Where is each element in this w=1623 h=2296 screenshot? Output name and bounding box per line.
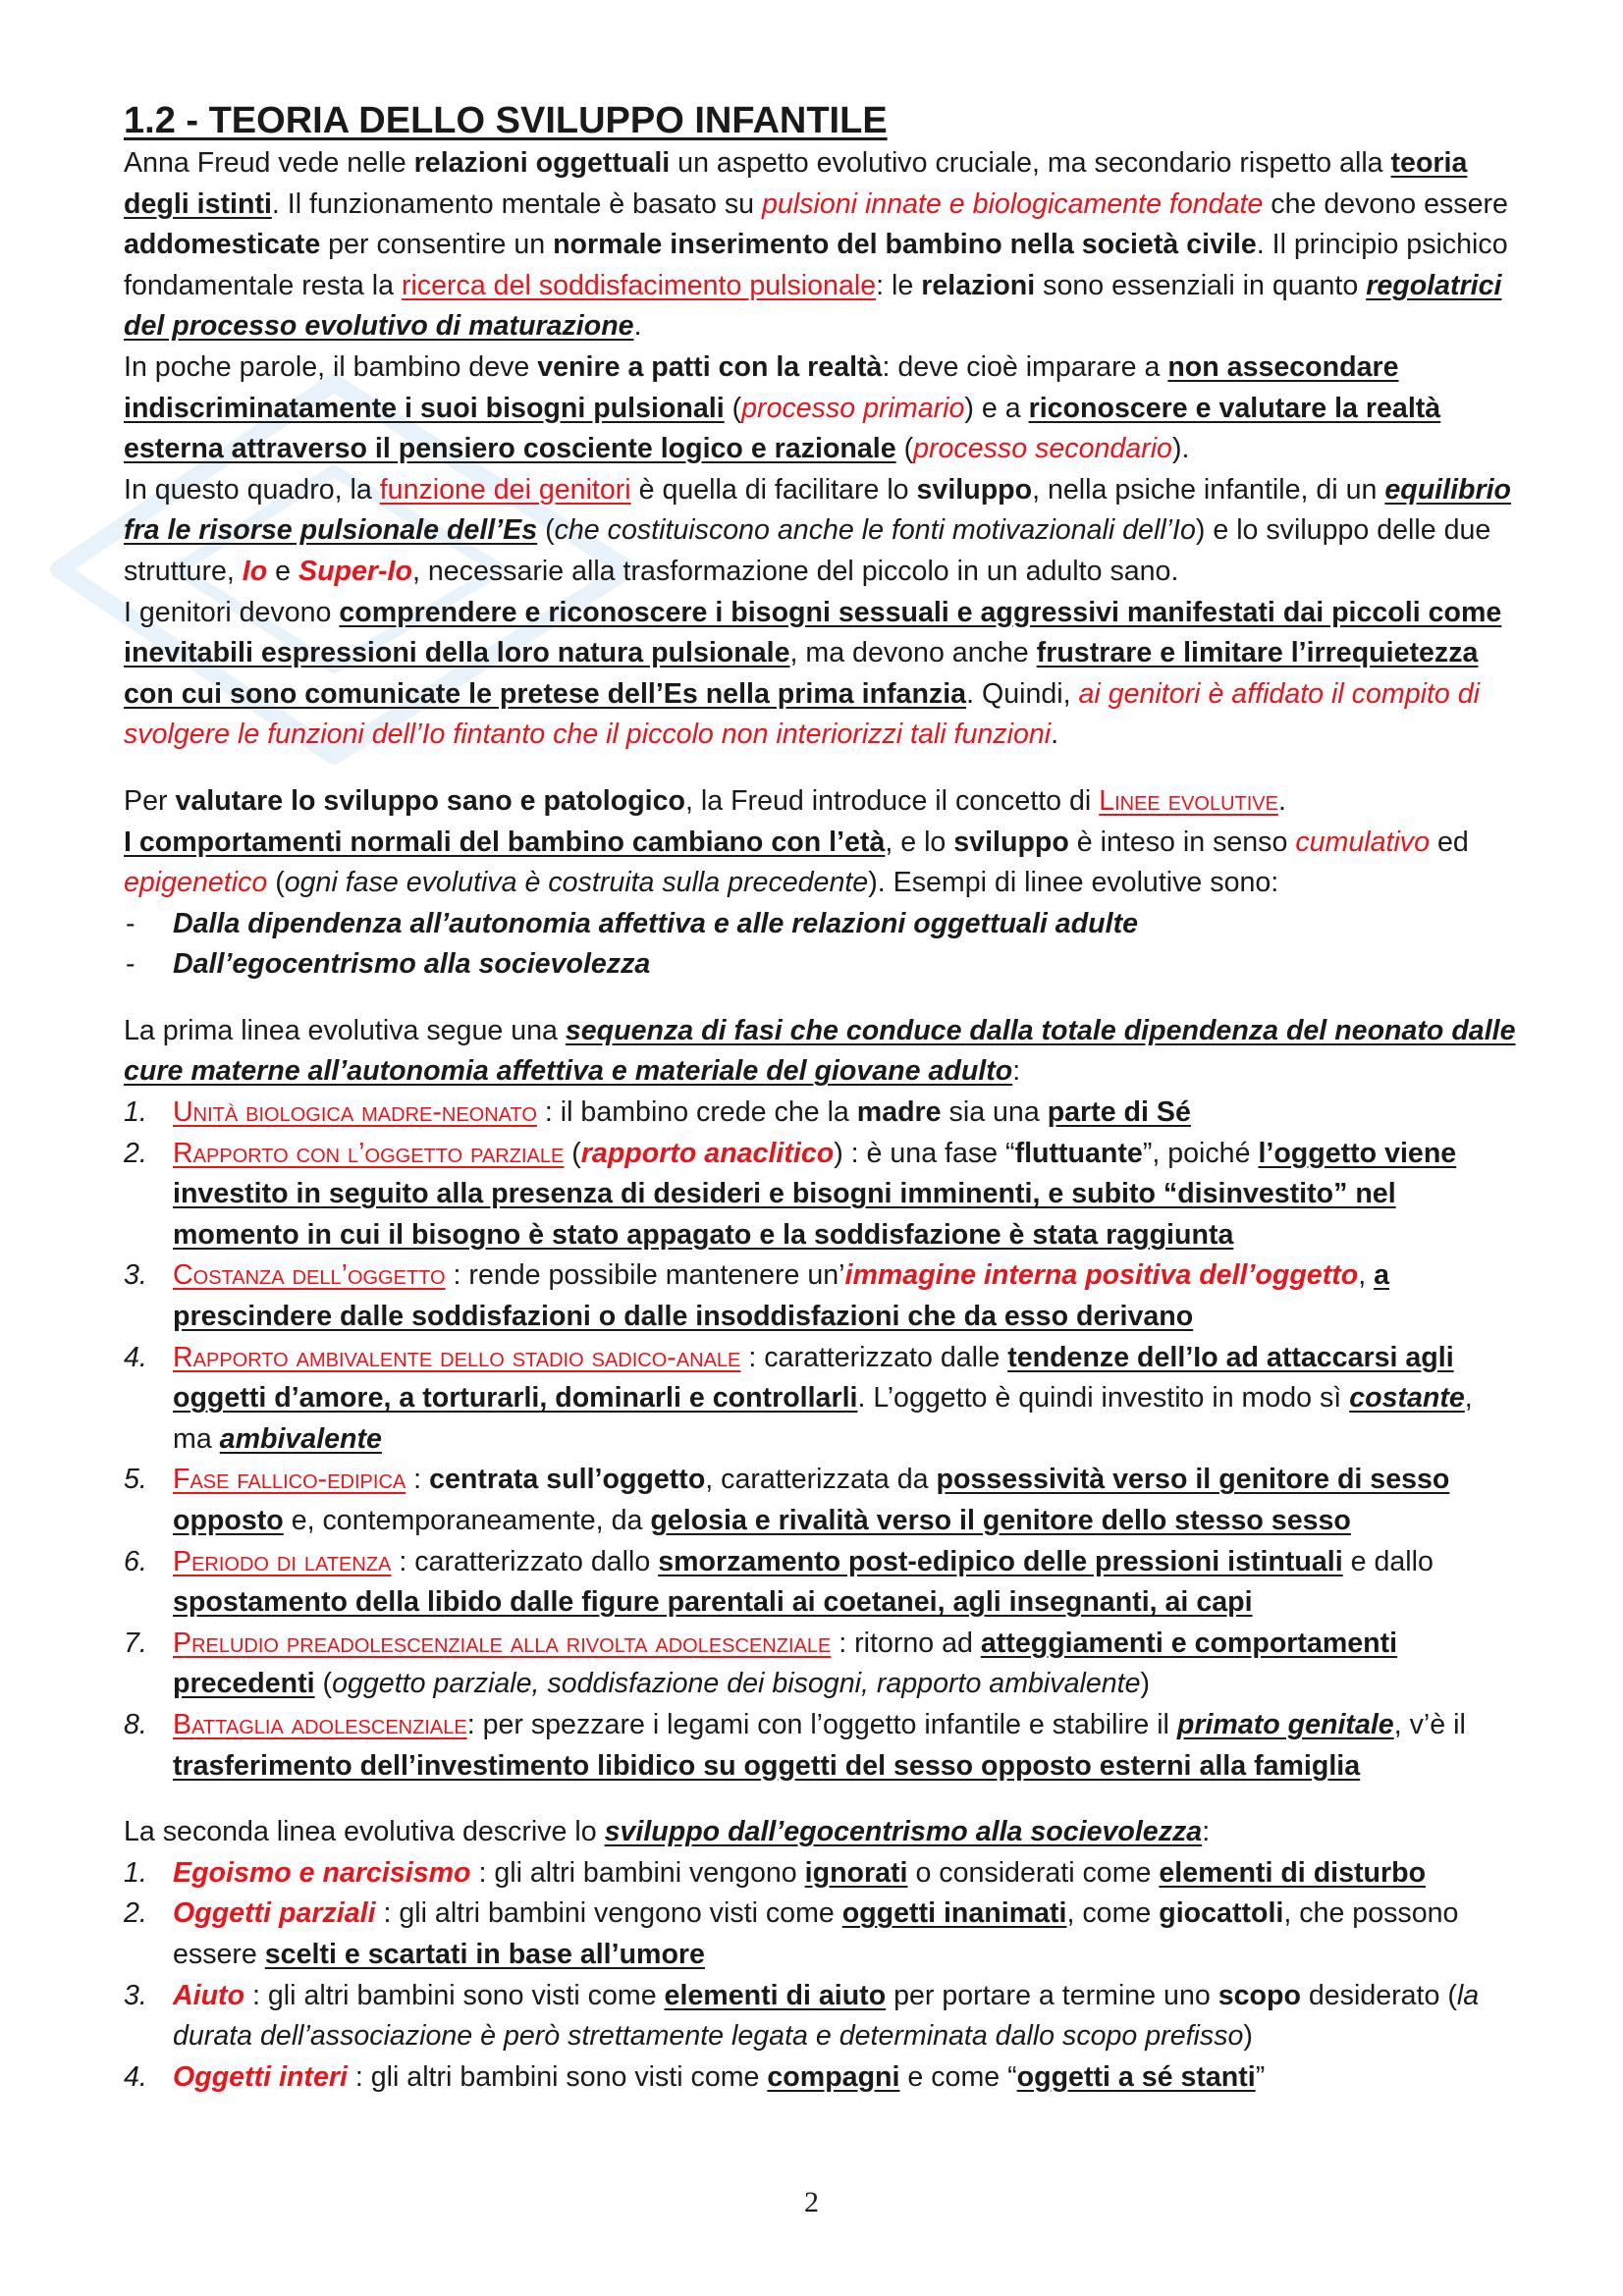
second-line-intro: [124, 1812, 1518, 1853]
text-run: un aspetto evolutivo cruciale, ma secondario rispetto alla: [670, 147, 1391, 179]
list-number: 3.: [124, 1259, 147, 1292]
list-item: [124, 944, 1518, 986]
paragraph: [124, 143, 1518, 347]
text-run: relazioni: [921, 269, 1036, 301]
document-page: [124, 98, 1518, 2098]
paragraph: [124, 593, 1518, 756]
list-number: 2.: [124, 1897, 147, 1930]
text-run: sviluppo: [953, 826, 1069, 858]
text-run: . Il funzionamento mentale è basato su: [271, 187, 763, 220]
text-run: , v’è il: [1393, 1708, 1466, 1740]
list-number: 3.: [124, 1979, 147, 2011]
text-run: sequenza di fasi che conduce dalla totale dipendenza del neonato dalle cure materne all’autonomia affettiva e materiale del giovane adulto: [124, 1014, 1516, 1088]
text-run: (: [895, 433, 914, 465]
list-item: [124, 1853, 1518, 1895]
text-run: Oggetti interi: [173, 2060, 348, 2093]
text-run: :: [406, 1464, 430, 1496]
text-run: e, contemporaneamente, da: [283, 1505, 651, 1536]
text-run: scelti e scartati in base all’umore: [264, 1938, 705, 1970]
dash-bullet: -: [126, 907, 135, 939]
text-run: In poche parole, il bambino deve: [124, 350, 538, 383]
text-run: (: [314, 1668, 333, 1700]
text-run: La seconda linea evolutiva descrive lo: [124, 1816, 605, 1848]
text-run: relazioni oggettuali: [413, 147, 671, 179]
text-run: In questo quadro, la: [124, 473, 380, 506]
text-run: costante: [1349, 1382, 1465, 1415]
text-run: non assecondare indiscriminatamente i suoi bisogni pulsionali: [124, 350, 1399, 424]
text-run: l’oggetto viene investito in seguito alla presenza di desideri e bisogni imminenti, e subito “disinvestito” nel momento in cui il bisogno è stato appagato e la soddisfazione è stata raggiunta: [173, 1137, 1457, 1251]
text-run: Aiuto: [173, 1979, 245, 2011]
text-run: Fase fallico-edipica: [173, 1464, 406, 1496]
paragraph: [124, 823, 1518, 904]
text-run: scopo: [1217, 1979, 1301, 2011]
second-line-phases-list: [124, 1853, 1518, 2099]
text-run: rapporto anaclitico: [580, 1137, 835, 1169]
text-run: : deve cioè imparare a: [882, 350, 1168, 383]
text-run: spostamento della libido dalle figure parentali ai coetanei, agli insegnanti, ai capi: [173, 1586, 1253, 1619]
section-title: 1.2 - TEORIA DELLO SVILUPPO INFANTILE: [124, 100, 888, 141]
list-number: 7.: [124, 1627, 147, 1659]
text-run: sia una: [941, 1096, 1048, 1129]
text-run: I genitori devono: [124, 596, 340, 628]
text-run: Costanza dell’oggetto: [173, 1259, 446, 1292]
text-run: Rapporto ambivalente dello stadio sadico-anale: [173, 1341, 741, 1373]
text-run: epigenetico: [124, 867, 268, 899]
text-run: ) e a: [964, 392, 1029, 424]
paragraph: [124, 347, 1518, 470]
text-run: ) : è una fase “: [834, 1137, 1015, 1169]
list-number: 6.: [124, 1545, 147, 1577]
text-run: o considerati come: [907, 1856, 1160, 1889]
text-run: teoria degli istinti: [124, 147, 1468, 220]
text-run: Per: [124, 784, 176, 817]
text-run: frustrare e limitare l’irrequietezza con cui sono comunicate le pretese dell’Es nella prima infanzia: [124, 637, 1479, 710]
text-run: sono essenziali in quanto: [1035, 269, 1367, 301]
text-run: , e lo: [885, 826, 954, 858]
text-run: . Quindi,: [966, 677, 1079, 710]
text-run: ”: [1255, 2060, 1266, 2093]
text-run: Anna Freud vede nelle: [124, 147, 414, 179]
list-item: [124, 1705, 1518, 1787]
text-run: elementi di aiuto: [664, 1979, 887, 2011]
text-run: valutare lo sviluppo sano e patologico: [175, 784, 685, 817]
text-run: oggetti a sé stanti: [1016, 2060, 1256, 2093]
text-run: Unità biologica madre-neonato: [173, 1096, 537, 1129]
text-run: , ma devono anche: [789, 637, 1037, 669]
text-run: riconoscere e valutare la realtà esterna attraverso il pensiero cosciente logico e razionale: [124, 392, 1441, 465]
text-run: : gli altri bambini vengono: [470, 1856, 805, 1889]
text-run: ambivalente: [219, 1422, 382, 1455]
list-item-text: Dalla dipendenza all’autonomia affettiva e alle relazioni oggettuali adulte: [173, 907, 1138, 939]
text-run: atteggiamenti e comportamenti precedenti: [173, 1627, 1398, 1700]
text-run: regolatrici del processo evolutivo di maturazione: [124, 269, 1502, 343]
text-run: fluttuante: [1014, 1137, 1143, 1169]
text-run: ogni fase evolutiva è costruita sulla precedente: [284, 867, 869, 899]
text-run: , caratterizzata da: [705, 1464, 937, 1496]
text-run: la durata dell’associazione è però strettamente legata e determinata dallo scopo prefisso: [173, 1979, 1480, 2053]
text-run: .: [1277, 784, 1286, 817]
list-item: [124, 1894, 1518, 1975]
text-run: madre: [856, 1096, 942, 1129]
text-run: : ritorno ad: [831, 1627, 981, 1659]
text-run: La prima linea evolutiva segue una: [124, 1014, 566, 1046]
text-run: ,: [1358, 1259, 1375, 1292]
list-item: [124, 1976, 1518, 2057]
first-line-phases-list: [124, 1093, 1518, 1787]
first-line-intro: [124, 1011, 1518, 1093]
text-run: : gli altri bambini vengono visti come: [375, 1897, 842, 1930]
text-run: e dallo: [1342, 1545, 1434, 1577]
paragraph: [124, 781, 1518, 823]
text-run: immagine interna positiva dell’oggetto: [844, 1259, 1359, 1292]
text-run: (: [724, 392, 742, 424]
text-run: I comportamenti normali del bambino cambiano con l’età: [124, 826, 886, 858]
list-number: 4.: [124, 2060, 147, 2093]
page-number: 2: [804, 2186, 819, 2218]
text-run: giocattoli: [1159, 1897, 1284, 1930]
text-run: Battaglia adolescenziale: [173, 1708, 467, 1740]
text-run: è inteso in senso: [1068, 826, 1296, 858]
text-run: tendenze dell’Io ad attaccarsi agli oggetti d’amore, a torturarli, dominarli e controllarli: [173, 1341, 1454, 1415]
text-run: processo primario: [741, 392, 965, 424]
list-number: 1.: [124, 1096, 147, 1129]
list-item: [124, 1338, 1518, 1461]
text-run: venire a patti con la realtà: [537, 350, 883, 383]
evolutionary-lines-list: [124, 904, 1518, 986]
list-item: [124, 1460, 1518, 1541]
list-number: 8.: [124, 1708, 147, 1740]
list-number: 2.: [124, 1137, 147, 1169]
text-run: sviluppo dall’egocentrismo alla socievolezza: [604, 1816, 1203, 1848]
intro-paragraphs: [124, 143, 1518, 904]
text-run: oggetti inanimati: [841, 1897, 1067, 1930]
text-run: (: [564, 1137, 581, 1169]
text-run: comprendere e riconoscere i bisogni sessuali e aggressivi manifestati dai piccoli come inevitabili espressioni della loro natura pulsionale: [124, 596, 1502, 669]
list-number: 4.: [124, 1341, 147, 1373]
text-run: primato genitale: [1176, 1708, 1394, 1740]
text-run: oggetto parziale, soddisfazione dei bisogni, rapporto ambivalente: [332, 1668, 1141, 1700]
text-run: possessività verso il genitore di sesso opposto: [173, 1464, 1450, 1536]
text-run: che devono essere: [1263, 187, 1508, 220]
text-run: (: [267, 867, 285, 899]
text-run: desiderato (: [1300, 1979, 1457, 2011]
text-run: ): [1243, 2020, 1253, 2053]
text-run: ed: [1430, 826, 1469, 858]
list-item: [124, 1542, 1518, 1624]
text-run: .: [633, 310, 642, 343]
text-run: : gli altri bambini sono visti come: [347, 2060, 768, 2093]
text-run: : caratterizzato dalle: [740, 1341, 1008, 1373]
text-run: Io: [242, 555, 268, 587]
text-run: , la Freud introduce il concetto di: [685, 784, 1100, 817]
text-run: Periodo di latenza: [173, 1545, 392, 1577]
text-run: ).: [1171, 433, 1190, 465]
text-run: pulsioni innate e biologicamente fondate: [762, 187, 1264, 220]
list-item: [124, 2057, 1518, 2099]
list-item: [124, 1624, 1518, 1705]
text-run: cumulativo: [1295, 826, 1431, 858]
text-run: e: [267, 555, 298, 587]
text-run: , che possono essere: [173, 1897, 1459, 1970]
dash-bullet: -: [126, 948, 135, 981]
text-run: processo secondario: [913, 433, 1172, 465]
text-run: sviluppo: [916, 473, 1033, 506]
text-run: Linee evolutive: [1099, 784, 1278, 817]
text-run: ignorati: [804, 1856, 908, 1889]
text-run: , ma: [173, 1382, 1473, 1455]
list-item: [124, 1093, 1518, 1134]
text-run: ai genitori è affidato il compito di svolgere le funzioni dell’Io fintanto che il piccolo non interiorizzi tali funzioni: [124, 677, 1480, 751]
text-run: Rapporto con l’oggetto parziale: [173, 1137, 565, 1169]
text-run: è quella di facilitare lo: [630, 473, 917, 506]
text-run: . L’oggetto è quindi investito in modo sì: [857, 1382, 1350, 1415]
text-run: : gli altri bambini sono visti come: [244, 1979, 665, 2011]
text-run: a prescindere dalle soddisfazioni o dalle insoddisfazioni che da esso derivano: [173, 1259, 1390, 1333]
text-run: centrata sull’oggetto: [429, 1464, 706, 1496]
text-run: Super-Io: [298, 555, 412, 587]
list-item-text: Dall’egocentrismo alla socievolezza: [173, 948, 651, 981]
text-run: : per spezzare i legami con l’oggetto infantile e stabilire il: [466, 1708, 1177, 1740]
text-run: :: [1012, 1055, 1021, 1088]
text-run: , necessarie alla trasformazione del piccolo in un adulto sano.: [411, 555, 1179, 587]
text-run: addomesticate: [124, 229, 321, 261]
list-number: 1.: [124, 1856, 147, 1889]
text-run: trasferimento dell’investimento libidico su oggetti del sesso opposto esterni alla famiglia: [173, 1749, 1361, 1782]
text-run: : le: [876, 269, 922, 301]
text-run: . Il principio psichico fondamentale resta la: [124, 229, 1508, 301]
text-run: :: [1202, 1816, 1211, 1848]
text-run: : caratterizzato dallo: [391, 1545, 659, 1577]
text-run: e come “: [899, 2060, 1017, 2093]
text-run: Preludio preadolescenziale alla rivolta adolescenziale: [173, 1627, 832, 1659]
list-item: [124, 1134, 1518, 1256]
text-run: : il bambino crede che la: [536, 1096, 857, 1129]
text-run: ): [1140, 1668, 1151, 1700]
text-run: Oggetti parziali: [173, 1897, 376, 1930]
text-run: gelosia e rivalità verso il genitore dello stesso sesso: [650, 1505, 1351, 1536]
text-run: equilibrio fra le risorse pulsionale dell’Es: [124, 473, 1512, 547]
text-run: ). Esempi di linee evolutive sono:: [868, 867, 1279, 899]
text-run: , come: [1066, 1897, 1160, 1930]
text-run: per consentire un: [320, 229, 554, 261]
text-run: parte di Sé: [1047, 1096, 1191, 1129]
text-run: normale inserimento del bambino nella società civile: [553, 229, 1257, 261]
text-run: funzione dei genitori: [379, 473, 631, 506]
text-run: ricerca del soddisfacimento pulsionale: [401, 269, 877, 301]
paragraph: [124, 470, 1518, 593]
list-item: [124, 1255, 1518, 1337]
list-number: 5.: [124, 1464, 147, 1496]
text-run: ) e lo sviluppo delle due strutture,: [124, 514, 1491, 587]
text-run: elementi di disturbo: [1159, 1856, 1427, 1889]
text-run: : rende possibile mantenere un’: [445, 1259, 845, 1292]
text-run: ”, poiché: [1142, 1137, 1259, 1169]
text-run: smorzamento post-edipico delle pressioni istintuali: [658, 1545, 1343, 1577]
list-item: [124, 904, 1518, 945]
text-run: Egoismo e narcisismo: [173, 1856, 471, 1889]
text-run: compagni: [767, 2060, 900, 2093]
text-run: .: [1051, 719, 1059, 751]
text-run: (: [537, 514, 555, 547]
text-run: che costituiscono anche le fonti motivazionali dell’Io: [554, 514, 1196, 547]
text-run: , nella psiche infantile, di un: [1032, 473, 1385, 506]
text-run: per portare a termine uno: [886, 1979, 1218, 2011]
